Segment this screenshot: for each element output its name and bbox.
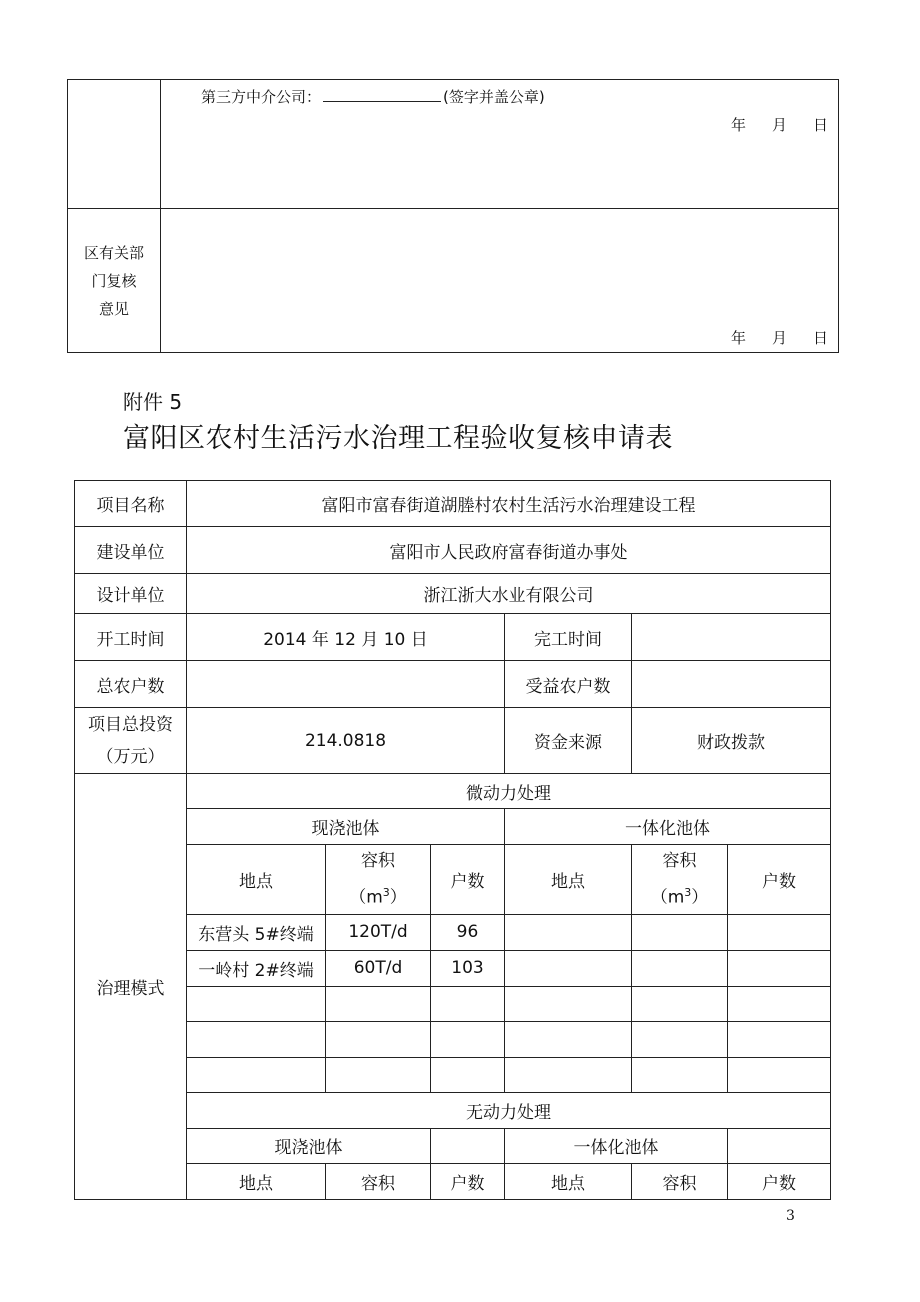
volume-unit-sup: 3 <box>382 886 390 899</box>
project-name-label: 项目名称 <box>75 481 187 527</box>
empty-cell[interactable] <box>728 1057 831 1092</box>
volume-label: 容积 <box>361 851 395 871</box>
row-location: 东营头 5#终端 <box>187 914 326 950</box>
volume-unit <box>632 877 727 914</box>
intermediary-label: 第三方中介公司： <box>201 88 322 106</box>
investment-label-line1: 项目总投资 <box>88 714 173 735</box>
signature-table <box>67 79 839 353</box>
intermediary-signature-line <box>201 86 545 107</box>
beneficiary-households-label: 受益农户数 <box>505 661 632 708</box>
empty-cell[interactable] <box>505 1057 632 1092</box>
empty-cell[interactable] <box>632 950 728 986</box>
empty-cell[interactable] <box>632 1057 728 1092</box>
empty-cell[interactable] <box>187 1021 326 1057</box>
application-form <box>74 480 831 1200</box>
row-location: 一岭村 2#终端 <box>187 950 326 986</box>
empty-cell[interactable] <box>431 1057 505 1092</box>
fund-source-value: 财政拨款 <box>632 708 831 774</box>
intermediary-cell <box>161 80 839 209</box>
u-households-col-header: 户数 <box>728 1163 831 1199</box>
location-col-header: 地点 <box>187 845 326 915</box>
designer-value: 浙江浙大水业有限公司 <box>187 574 831 614</box>
fund-source-label: 资金来源 <box>505 708 632 774</box>
integrated-tank-header: 一体化池体 <box>505 809 831 845</box>
cast-tank-header: 现浇池体 <box>187 809 505 845</box>
households-col-header: 户数 <box>728 845 831 915</box>
unpowered-treatment-header: 无动力处理 <box>187 1092 831 1128</box>
treatment-mode-label: 治理模式 <box>75 774 187 1200</box>
project-name-value: 富阳市富春街道湖塍村农村生活污水治理建设工程 <box>187 481 831 527</box>
date-day: 日 <box>812 116 828 134</box>
finish-date-label: 完工时间 <box>505 614 632 661</box>
table-row <box>75 1057 831 1092</box>
row-volume: 60T/d <box>326 950 431 986</box>
u-households-col-header: 户数 <box>431 1163 505 1199</box>
dept-review-label-line2: 门复核 <box>91 271 137 290</box>
empty-cell[interactable] <box>632 986 728 1021</box>
volume-unit-sup: 3 <box>684 886 692 899</box>
volume-unit-base: （m <box>349 887 383 908</box>
u-location-col-header: 地点 <box>187 1163 326 1199</box>
dept-review-label-line1: 区有关部 <box>83 243 144 262</box>
table-row <box>75 914 831 950</box>
volume-unit-base: （m <box>650 887 685 908</box>
table-row <box>75 986 831 1021</box>
total-households-label: 总农户数 <box>75 661 187 708</box>
date-month: 月 <box>771 116 787 134</box>
powered-treatment-header: 微动力处理 <box>187 774 831 809</box>
table-row <box>75 1021 831 1057</box>
location-col-header: 地点 <box>505 845 632 915</box>
row-households: 103 <box>431 950 505 986</box>
volume-col-header <box>326 845 431 915</box>
empty-cell[interactable] <box>431 1021 505 1057</box>
signature-blank[interactable] <box>323 87 441 102</box>
date-day: 日 <box>812 329 828 347</box>
empty-cell[interactable] <box>431 1128 505 1163</box>
table-row <box>75 950 831 986</box>
empty-cell[interactable] <box>187 986 326 1021</box>
date-year: 年 <box>730 116 746 134</box>
empty-cell[interactable] <box>728 950 831 986</box>
designer-label: 设计单位 <box>75 574 187 614</box>
empty-cell[interactable] <box>632 1021 728 1057</box>
form-title: 富阳区农村生活污水治理工程验收复核申请表 <box>123 423 673 454</box>
u-location-col-header: 地点 <box>505 1163 632 1199</box>
u-volume-col-header: 容积 <box>326 1163 431 1199</box>
date-month: 月 <box>771 329 787 347</box>
empty-cell[interactable] <box>431 986 505 1021</box>
unpowered-integrated-tank-header: 一体化池体 <box>505 1128 728 1163</box>
date-year: 年 <box>730 329 746 347</box>
empty-cell[interactable] <box>728 914 831 950</box>
volume-unit <box>326 877 430 914</box>
unpowered-cast-tank-header: 现浇池体 <box>187 1128 431 1163</box>
volume-unit-close: ） <box>389 887 407 908</box>
dept-review-opinion-cell[interactable] <box>161 209 839 353</box>
blank-label-cell <box>68 80 161 209</box>
investment-value: 214.0818 <box>187 708 505 774</box>
start-date-value: 2014 年 12 月 10 日 <box>187 614 505 661</box>
dept-review-label <box>68 209 161 353</box>
investment-label <box>75 708 187 774</box>
empty-cell[interactable] <box>326 1057 431 1092</box>
dept-review-date <box>705 327 828 348</box>
empty-cell[interactable] <box>505 986 632 1021</box>
intermediary-date <box>705 114 828 135</box>
empty-cell[interactable] <box>505 950 632 986</box>
attachment-label: 附件 5 <box>123 390 183 414</box>
volume-label: 容积 <box>662 851 697 871</box>
intermediary-suffix: (签字并盖公章) <box>443 88 545 106</box>
empty-cell[interactable] <box>728 986 831 1021</box>
investment-label-line2: （万元） <box>96 746 165 767</box>
empty-cell[interactable] <box>728 1021 831 1057</box>
empty-cell[interactable] <box>728 1128 831 1163</box>
empty-cell[interactable] <box>505 914 632 950</box>
page-number: 3 <box>786 1208 795 1224</box>
households-col-header: 户数 <box>431 845 505 915</box>
start-date-label: 开工时间 <box>75 614 187 661</box>
total-households-value[interactable] <box>187 661 505 708</box>
volume-col-header <box>632 845 728 915</box>
builder-label: 建设单位 <box>75 527 187 574</box>
volume-unit-close: ） <box>691 887 709 908</box>
row-volume: 120T/d <box>326 914 431 950</box>
dept-review-label-line3: 意见 <box>98 299 129 318</box>
empty-cell[interactable] <box>632 914 728 950</box>
row-households: 96 <box>431 914 505 950</box>
empty-cell[interactable] <box>326 986 431 1021</box>
empty-cell[interactable] <box>326 1021 431 1057</box>
builder-value: 富阳市人民政府富春街道办事处 <box>187 527 831 574</box>
beneficiary-households-value[interactable] <box>632 661 831 708</box>
empty-cell[interactable] <box>505 1021 632 1057</box>
u-volume-col-header: 容积 <box>632 1163 728 1199</box>
finish-date-value[interactable] <box>632 614 831 661</box>
empty-cell[interactable] <box>187 1057 326 1092</box>
